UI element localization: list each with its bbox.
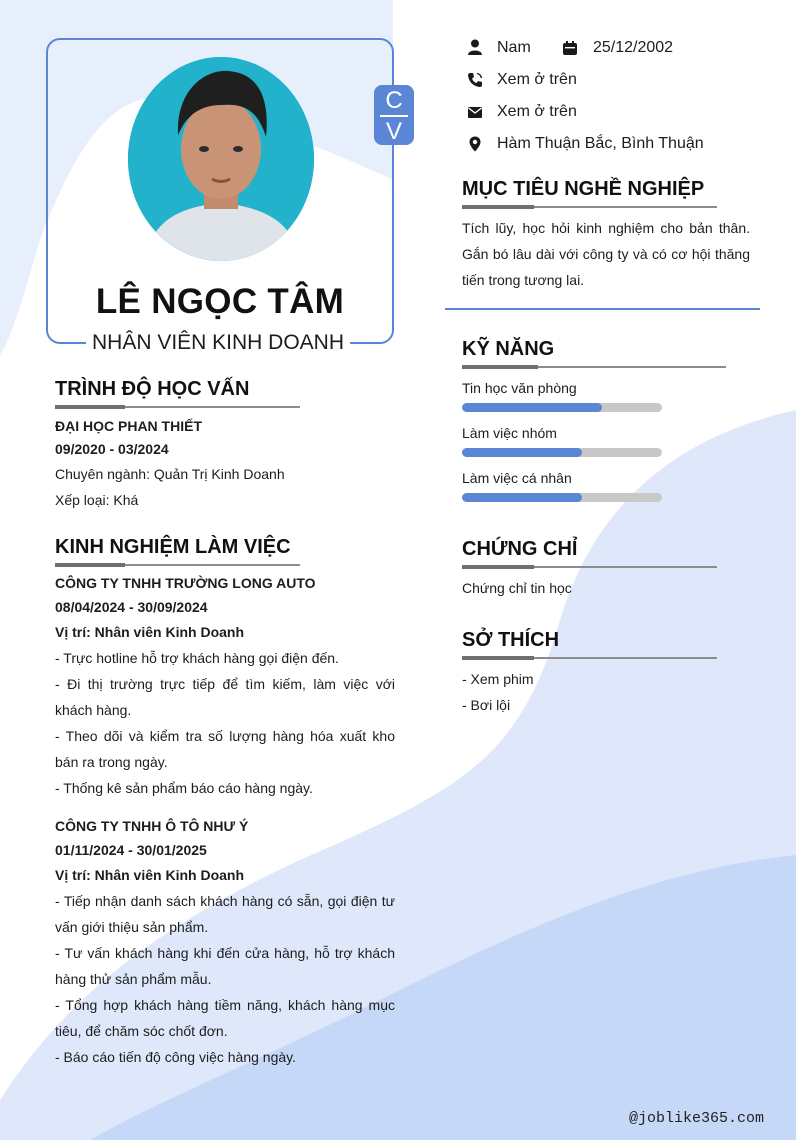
objective-heading: MỤC TIÊU NGHỀ NGHIỆP <box>462 178 705 200</box>
education-underline <box>55 406 300 409</box>
skill-bar-fill <box>462 448 582 457</box>
objective-text: Tích lũy, học hỏi kinh nghiệm cho bản thân. Gắn bó lâu dài với công ty và có cơ hội thăng tiến trong tương lai. <box>462 220 750 288</box>
experience-heading: KINH NGHIỆM LÀM VIỆC <box>55 536 291 558</box>
envelope-icon <box>467 104 483 120</box>
education-period: 09/2020 - 03/2024 <box>55 441 169 457</box>
job-duty: - Báo cáo tiến độ công việc hàng ngày. <box>55 1049 297 1065</box>
school-name: ĐẠI HỌC PHAN THIẾT <box>55 418 202 434</box>
footer-watermark: @joblike365.com <box>628 1110 764 1127</box>
job-duty: - Đi thị trường trực tiếp để tìm kiếm, làm việc với khách hàng. <box>55 676 395 718</box>
address-text: Hàm Thuận Bắc, Bình Thuận <box>497 135 704 152</box>
cv-badge <box>374 85 414 145</box>
skills-underline <box>462 366 726 369</box>
cv-divider <box>380 115 408 117</box>
cv-letter-v: V <box>385 118 402 145</box>
skill-name: Tin học văn phòng <box>462 380 577 396</box>
candidate-name: LÊ NGỌC TÂM <box>95 282 345 321</box>
skills-heading: KỸ NĂNG <box>462 338 555 360</box>
job-position: Vị trí: Nhân viên Kinh Doanh <box>55 867 245 883</box>
skill-name: Làm việc nhóm <box>462 425 557 441</box>
job-duty: - Tiếp nhận danh sách khách hàng có sẵn, gọi điện tư vấn giới thiệu sản phẩm. <box>55 893 395 935</box>
skill-bar <box>462 448 662 457</box>
certificates-heading: CHỨNG CHỈ <box>462 538 578 560</box>
profile-photo <box>128 57 314 261</box>
email-text: Xem ở trên <box>497 103 577 120</box>
certificates-underline <box>462 566 717 569</box>
job-duty: - Tư vấn khách hàng khi đến cửa hàng, hỗ trợ khách hàng thử sản phẩm mẫu. <box>55 945 395 987</box>
job-duty: - Tổng hợp khách hàng tiềm năng, khách hàng mục tiêu, để chăm sóc chốt đơn. <box>55 997 395 1039</box>
skill-bar-fill <box>462 493 582 502</box>
job-position: Vị trí: Nhân viên Kinh Doanh <box>55 624 245 640</box>
person-icon <box>467 39 483 55</box>
objective-underline <box>462 206 717 209</box>
job-duty: - Theo dõi và kiểm tra số lượng hàng hóa xuất kho bán ra trong ngày. <box>55 728 395 770</box>
education-grade: Xếp loại: Khá <box>55 492 139 508</box>
job-entry <box>55 814 395 1070</box>
hobby-item: - Bơi lội <box>462 697 511 713</box>
dob-text: 25/12/2002 <box>593 39 674 56</box>
calendar-icon <box>562 40 578 56</box>
job-duty: - Thống kê sản phẩm báo cáo hàng ngày. <box>55 780 313 796</box>
job-period: 01/11/2024 - 30/01/2025 <box>55 842 207 858</box>
education-major: Chuyên ngành: Quản Trị Kinh Doanh <box>55 466 285 482</box>
section-divider <box>445 308 760 310</box>
skill-bar-fill <box>462 403 602 412</box>
gender-text: Nam <box>497 39 531 56</box>
company-name: CÔNG TY TNHH Ô TÔ NHƯ Ý <box>55 818 249 834</box>
hobbies-heading: SỞ THÍCH <box>462 629 560 651</box>
hobby-item: - Xem phim <box>462 671 534 687</box>
phone-text: Xem ở trên <box>497 71 577 88</box>
job-period: 08/04/2024 - 30/09/2024 <box>55 599 208 615</box>
cv-letter-c: C <box>385 87 403 114</box>
experience-underline <box>55 564 300 567</box>
skill-bar <box>462 403 662 412</box>
phone-icon <box>467 72 483 88</box>
certificate-item: Chứng chỉ tin học <box>462 580 572 596</box>
job-duty: - Trực hotline hỗ trợ khách hàng gọi điện đến. <box>55 650 339 666</box>
skill-bar <box>462 493 662 502</box>
skill-name: Làm việc cá nhân <box>462 470 572 486</box>
job-entry <box>55 571 395 801</box>
location-pin-icon <box>467 136 483 152</box>
education-heading: TRÌNH ĐỘ HỌC VẤN <box>55 378 250 400</box>
company-name: CÔNG TY TNHH TRƯỜNG LONG AUTO <box>55 575 316 591</box>
hobbies-underline <box>462 657 717 660</box>
job-title: NHÂN VIÊN KINH DOANH <box>86 330 350 356</box>
